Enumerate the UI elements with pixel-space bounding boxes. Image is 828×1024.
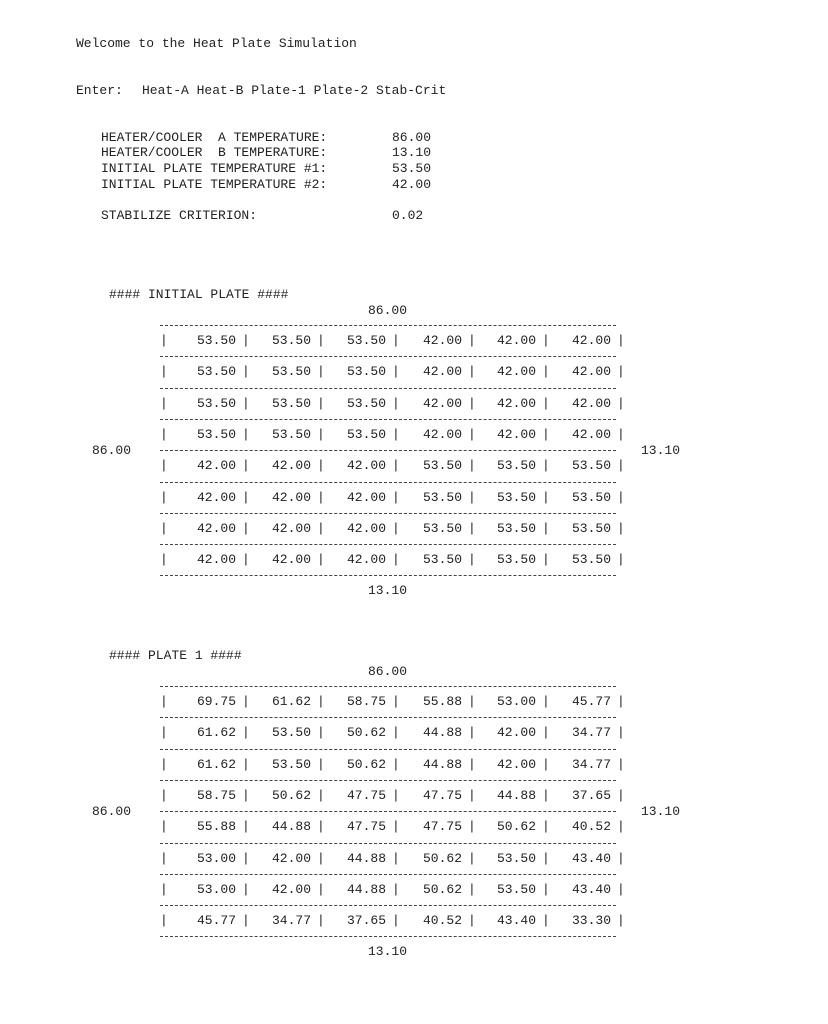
plate-cell: 50.62 (422, 882, 462, 897)
row-separator (160, 450, 616, 451)
plate-cell: 44.88 (271, 819, 311, 834)
row-separator (160, 482, 616, 483)
cell-border: | (392, 851, 400, 866)
cell-border: | (317, 458, 325, 473)
cell-border: | (317, 913, 325, 928)
enter-label: Enter: (76, 83, 123, 98)
plate-cell: 53.50 (496, 552, 536, 567)
cell-border: | (317, 364, 325, 379)
plate-cell: 53.50 (271, 427, 311, 442)
plate-cell: 53.50 (271, 364, 311, 379)
plate-cell: 55.88 (422, 694, 462, 709)
cell-border: | (392, 788, 400, 803)
plate-cell: 50.62 (346, 757, 386, 772)
plate-cell: 53.50 (346, 333, 386, 348)
plate-cell: 47.75 (346, 788, 386, 803)
plate-cell: 34.77 (571, 725, 611, 740)
cell-border: | (542, 364, 550, 379)
plate-cell: 42.00 (196, 552, 236, 567)
cell-border: | (242, 458, 250, 473)
plate-cell: 42.00 (571, 396, 611, 411)
cell-border: | (392, 913, 400, 928)
plate-cell: 45.77 (196, 913, 236, 928)
cell-border: | (468, 757, 476, 772)
plate-cell: 61.62 (196, 725, 236, 740)
cell-border: | (160, 882, 168, 897)
plate-cell: 53.50 (571, 490, 611, 505)
cell-border: | (392, 757, 400, 772)
plate-cell: 40.52 (571, 819, 611, 834)
cell-border: | (160, 521, 168, 536)
param-value: 86.00 (392, 130, 432, 145)
param-value: 42.00 (392, 177, 432, 192)
cell-border: | (542, 490, 550, 505)
row-separator (160, 811, 616, 812)
cell-border: | (160, 552, 168, 567)
top-heater-temp: 86.00 (368, 664, 408, 679)
plate-cell: 42.00 (422, 333, 462, 348)
cell-border: | (160, 490, 168, 505)
cell-border: | (242, 396, 250, 411)
cell-border: | (617, 521, 625, 536)
cell-border: | (242, 882, 250, 897)
cell-border: | (617, 427, 625, 442)
cell-border: | (468, 851, 476, 866)
cell-border: | (317, 725, 325, 740)
cell-border: | (317, 396, 325, 411)
plate-cell: 44.88 (346, 882, 386, 897)
plate-cell: 44.88 (346, 851, 386, 866)
plate-cell: 42.00 (271, 490, 311, 505)
param-value: 53.50 (392, 161, 432, 176)
cell-border: | (392, 552, 400, 567)
cell-border: | (468, 458, 476, 473)
cell-border: | (317, 851, 325, 866)
plate-cell: 42.00 (496, 396, 536, 411)
plate-cell: 53.50 (496, 521, 536, 536)
plate-cell: 53.50 (496, 490, 536, 505)
plate-cell: 42.00 (496, 725, 536, 740)
plate-cell: 61.62 (196, 757, 236, 772)
row-separator (160, 544, 616, 545)
cell-border: | (617, 913, 625, 928)
cell-border: | (160, 788, 168, 803)
cell-border: | (160, 757, 168, 772)
cell-border: | (317, 490, 325, 505)
param-value: 13.10 (392, 145, 432, 160)
cell-border: | (242, 333, 250, 348)
cell-border: | (617, 396, 625, 411)
cell-border: | (468, 819, 476, 834)
cell-border: | (468, 788, 476, 803)
cell-border: | (392, 333, 400, 348)
plate-cell: 42.00 (571, 333, 611, 348)
row-separator (160, 686, 616, 687)
plate-cell: 42.00 (271, 882, 311, 897)
cell-border: | (617, 458, 625, 473)
plate-cell: 53.50 (196, 396, 236, 411)
plate-cell: 53.50 (346, 427, 386, 442)
cell-border: | (392, 427, 400, 442)
plate-cell: 42.00 (496, 427, 536, 442)
cell-border: | (617, 552, 625, 567)
cell-border: | (617, 851, 625, 866)
plate-cell: 53.50 (571, 458, 611, 473)
cell-border: | (160, 396, 168, 411)
row-separator (160, 874, 616, 875)
cell-border: | (468, 490, 476, 505)
cell-border: | (617, 694, 625, 709)
cell-border: | (392, 490, 400, 505)
plate-cell: 61.62 (271, 694, 311, 709)
plate-cell: 50.62 (271, 788, 311, 803)
cell-border: | (160, 725, 168, 740)
cell-border: | (392, 694, 400, 709)
cell-border: | (160, 694, 168, 709)
plate-cell: 42.00 (422, 396, 462, 411)
cell-border: | (317, 788, 325, 803)
plate-cell: 42.00 (571, 364, 611, 379)
param-label: INITIAL PLATE TEMPERATURE #2: (101, 177, 328, 192)
cell-border: | (242, 725, 250, 740)
cell-border: | (242, 490, 250, 505)
cell-border: | (160, 364, 168, 379)
plate-title: #### PLATE 1 #### (109, 648, 242, 663)
plate-cell: 53.50 (422, 458, 462, 473)
plate-cell: 53.50 (196, 427, 236, 442)
cell-border: | (392, 458, 400, 473)
plate-cell: 53.50 (422, 490, 462, 505)
plate-cell: 42.00 (346, 552, 386, 567)
row-separator (160, 717, 616, 718)
plate-cell: 58.75 (196, 788, 236, 803)
plate-cell: 37.65 (346, 913, 386, 928)
cell-border: | (617, 819, 625, 834)
cell-border: | (242, 913, 250, 928)
plate-cell: 43.40 (571, 851, 611, 866)
cell-border: | (392, 725, 400, 740)
cell-border: | (242, 788, 250, 803)
plate-cell: 53.50 (571, 521, 611, 536)
cell-border: | (160, 458, 168, 473)
cell-border: | (242, 819, 250, 834)
cell-border: | (160, 913, 168, 928)
cell-border: | (392, 396, 400, 411)
cell-border: | (542, 851, 550, 866)
cell-border: | (242, 427, 250, 442)
cell-border: | (468, 396, 476, 411)
plate-cell: 53.50 (271, 725, 311, 740)
cell-border: | (542, 913, 550, 928)
cell-border: | (317, 427, 325, 442)
plate-cell: 42.00 (422, 364, 462, 379)
cell-border: | (542, 333, 550, 348)
cell-border: | (542, 882, 550, 897)
cell-border: | (242, 521, 250, 536)
cell-border: | (617, 490, 625, 505)
plate-cell: 42.00 (271, 552, 311, 567)
right-heater-temp: 13.10 (641, 804, 681, 819)
plate-cell: 53.00 (196, 851, 236, 866)
param-label: INITIAL PLATE TEMPERATURE #1: (101, 161, 328, 176)
row-separator (160, 905, 616, 906)
plate-cell: 50.62 (496, 819, 536, 834)
cell-border: | (542, 521, 550, 536)
cell-border: | (542, 757, 550, 772)
plate-cell: 53.50 (271, 333, 311, 348)
cell-border: | (317, 694, 325, 709)
plate-cell: 42.00 (271, 851, 311, 866)
cell-border: | (317, 757, 325, 772)
plate-cell: 53.50 (496, 882, 536, 897)
cell-border: | (468, 364, 476, 379)
cell-border: | (242, 694, 250, 709)
row-separator (160, 936, 616, 937)
plate-cell: 43.40 (496, 913, 536, 928)
plate-cell: 34.77 (571, 757, 611, 772)
plate-cell: 69.75 (196, 694, 236, 709)
plate-cell: 42.00 (346, 490, 386, 505)
plate-cell: 34.77 (271, 913, 311, 928)
plate-cell: 42.00 (346, 458, 386, 473)
cell-border: | (242, 364, 250, 379)
plate-cell: 50.62 (346, 725, 386, 740)
cell-border: | (617, 364, 625, 379)
cell-border: | (160, 427, 168, 442)
cell-border: | (542, 788, 550, 803)
plate-cell: 42.00 (496, 333, 536, 348)
plate-cell: 42.00 (422, 427, 462, 442)
plate-cell: 33.30 (571, 913, 611, 928)
plate-cell: 45.77 (571, 694, 611, 709)
plate-cell: 42.00 (496, 364, 536, 379)
plate-cell: 53.50 (422, 552, 462, 567)
plate-cell: 42.00 (271, 458, 311, 473)
plate-cell: 44.88 (422, 757, 462, 772)
cell-border: | (392, 882, 400, 897)
plate-cell: 53.50 (496, 851, 536, 866)
plate-cell: 53.00 (496, 694, 536, 709)
row-separator (160, 388, 616, 389)
cell-border: | (617, 333, 625, 348)
cell-border: | (392, 364, 400, 379)
plate-cell: 42.00 (196, 521, 236, 536)
plate-cell: 58.75 (346, 694, 386, 709)
cell-border: | (542, 725, 550, 740)
plate-title: #### INITIAL PLATE #### (109, 287, 289, 302)
row-separator (160, 843, 616, 844)
cell-border: | (242, 851, 250, 866)
bottom-heater-temp: 13.10 (368, 583, 408, 598)
param-label: HEATER/COOLER B TEMPERATURE: (101, 145, 328, 160)
left-heater-temp: 86.00 (92, 804, 132, 819)
cell-border: | (468, 882, 476, 897)
cell-border: | (617, 757, 625, 772)
row-separator (160, 325, 616, 326)
cell-border: | (160, 819, 168, 834)
cell-border: | (617, 788, 625, 803)
stabilize-value: 0.02 (392, 208, 424, 223)
plate-cell: 47.75 (422, 819, 462, 834)
plate-cell: 37.65 (571, 788, 611, 803)
plate-cell: 53.50 (422, 521, 462, 536)
bottom-heater-temp: 13.10 (368, 944, 408, 959)
row-separator (160, 749, 616, 750)
plate-cell: 44.88 (422, 725, 462, 740)
stabilize-label: STABILIZE CRITERION: (101, 208, 258, 223)
cell-border: | (160, 333, 168, 348)
plate-cell: 53.50 (271, 396, 311, 411)
cell-border: | (468, 725, 476, 740)
plate-cell: 53.50 (571, 552, 611, 567)
plate-cell: 42.00 (196, 490, 236, 505)
plate-cell: 44.88 (496, 788, 536, 803)
row-separator (160, 419, 616, 420)
plate-cell: 53.50 (196, 364, 236, 379)
plate-cell: 47.75 (346, 819, 386, 834)
cell-border: | (317, 882, 325, 897)
cell-border: | (468, 694, 476, 709)
cell-border: | (317, 552, 325, 567)
cell-border: | (242, 757, 250, 772)
cell-border: | (392, 819, 400, 834)
row-separator (160, 513, 616, 514)
cell-border: | (317, 333, 325, 348)
row-separator (160, 575, 616, 576)
plate-cell: 53.50 (346, 396, 386, 411)
enter-fields: Heat-A Heat-B Plate-1 Plate-2 Stab-Crit (142, 83, 447, 98)
cell-border: | (242, 552, 250, 567)
plate-cell: 53.50 (496, 458, 536, 473)
cell-border: | (317, 521, 325, 536)
plate-cell: 42.00 (271, 521, 311, 536)
plate-cell: 42.00 (196, 458, 236, 473)
cell-border: | (617, 725, 625, 740)
plate-cell: 55.88 (196, 819, 236, 834)
cell-border: | (542, 427, 550, 442)
welcome-message: Welcome to the Heat Plate Simulation (76, 36, 357, 51)
left-heater-temp: 86.00 (92, 443, 132, 458)
cell-border: | (392, 521, 400, 536)
plate-cell: 40.52 (422, 913, 462, 928)
cell-border: | (160, 851, 168, 866)
plate-cell: 53.50 (346, 364, 386, 379)
plate-cell: 47.75 (422, 788, 462, 803)
cell-border: | (542, 819, 550, 834)
plate-cell: 53.50 (271, 757, 311, 772)
cell-border: | (317, 819, 325, 834)
plate-cell: 53.00 (196, 882, 236, 897)
cell-border: | (468, 333, 476, 348)
plate-cell: 50.62 (422, 851, 462, 866)
right-heater-temp: 13.10 (641, 443, 681, 458)
cell-border: | (617, 882, 625, 897)
cell-border: | (542, 694, 550, 709)
plate-cell: 42.00 (496, 757, 536, 772)
plate-cell: 43.40 (571, 882, 611, 897)
cell-border: | (468, 521, 476, 536)
top-heater-temp: 86.00 (368, 303, 408, 318)
plate-cell: 42.00 (346, 521, 386, 536)
cell-border: | (542, 552, 550, 567)
param-label: HEATER/COOLER A TEMPERATURE: (101, 130, 328, 145)
row-separator (160, 780, 616, 781)
plate-cell: 53.50 (196, 333, 236, 348)
row-separator (160, 356, 616, 357)
cell-border: | (542, 458, 550, 473)
cell-border: | (542, 396, 550, 411)
cell-border: | (468, 552, 476, 567)
plate-cell: 42.00 (571, 427, 611, 442)
cell-border: | (468, 913, 476, 928)
cell-border: | (468, 427, 476, 442)
